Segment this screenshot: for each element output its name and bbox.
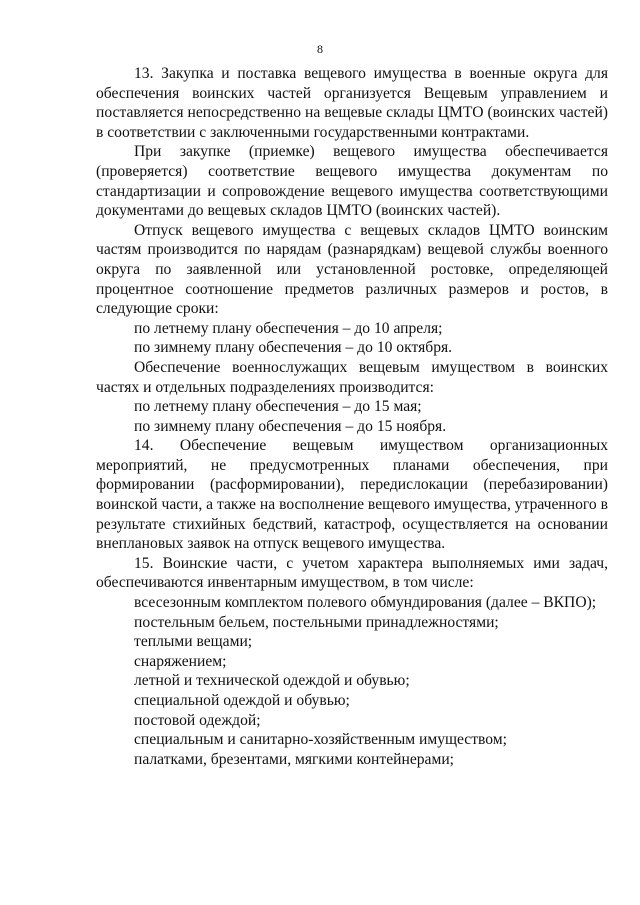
deadline-winter-units: по зимнему плану обеспечения – до 15 ноября. <box>134 417 447 435</box>
list-item-flight-clothing: летной и технической одеждой и обувью; <box>134 672 410 690</box>
deadline-summer-warehouse: по летнему плану обеспечения – до 10 апреля; <box>134 319 443 337</box>
list-item-warm-clothes: теплыми вещами; <box>134 633 253 651</box>
list-item-bedding: постельным бельем, постельными принадлежностями; <box>134 613 499 631</box>
list-item-guard-clothing: постовой одеждой; <box>134 711 261 729</box>
paragraph-issue-from-warehouses: Отпуск вещевого имущества с вещевых складов ЦМТО воинским частям производится по нарядам (разнарядкам) вещевой службы военного округа по заявленной или установленной ростовке, определяющей процентное соотношение предметов различных размеров и ростов, в следующие сроки: <box>96 221 608 318</box>
list-item-vkpo: всесезонным комплектом полевого обмундирования (далее – ВКПО); <box>134 594 597 612</box>
deadline-summer-units: по летнему плану обеспечения – до 15 мая; <box>134 398 422 416</box>
paragraph-procurement-check: При закупке (приемке) вещевого имущества обеспечивается (проверяется) соответствие вещевого имущества документам по стандартизации и сопровождение вещевого имущества соответствующими документами до вещевых складов ЦМТО (воинских частей). <box>96 143 608 220</box>
document-body <box>96 64 608 769</box>
list-item-sanitary-property: специальным и санитарно-хозяйственным имуществом; <box>134 731 508 749</box>
list-item-special-clothing: специальной одеждой и обувью; <box>134 692 350 709</box>
page-number: 8 <box>317 42 323 56</box>
paragraph-15: 15. Воинские части, с учетом характера выполняемых ими задач, обеспечиваются инвентарным имуществом, в том числе: <box>96 554 608 592</box>
paragraph-servicemen-supply: Обеспечение военнослужащих вещевым имуществом в воинских частях и отдельных подразделениях производится: <box>96 358 608 396</box>
deadline-winter-warehouse: по зимнему плану обеспечения – до 10 октября. <box>134 339 453 357</box>
list-item-equipment: снаряжением; <box>134 652 227 670</box>
paragraph-13: 13. Закупка и поставка вещевого имущества в военные округа для обеспечения воинских частей организуется Вещевым управлением и поставляется непосредственно на вещевые склады ЦМТО (воинских частей) в соответствии с заключенными государственными контрактами. <box>96 65 608 141</box>
list-item-tents: палатками, брезентами, мягкими контейнерами; <box>134 750 454 768</box>
paragraph-14: 14. Обеспечение вещевым имуществом организационных мероприятий, не предусмотренных планами обеспечения, при формировании (расформировании), передислокации (перебазировании) воинской части, а также на восполнение вещевого имущества, утраченного в результате стихийных бедствий, катастроф, осуществляется на основании внеплановых заявок на отпуск вещевого имущества. <box>96 437 608 553</box>
